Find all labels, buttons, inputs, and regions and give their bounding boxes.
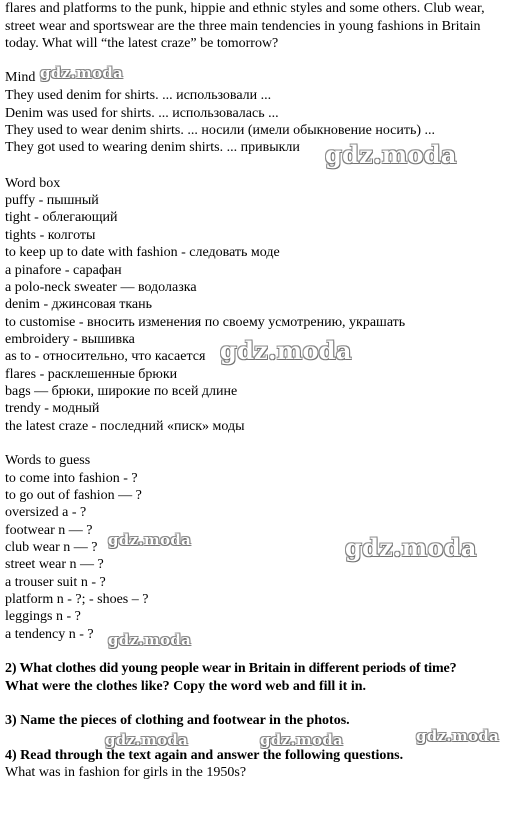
word-box-item: to keep up to date with fashion - следовать моде	[5, 245, 280, 260]
watermark-logo: gdz.moda	[345, 533, 477, 562]
word-box-item: bags — брюки, широкие по всей длине	[5, 384, 238, 399]
mind-line: They used to wear denim shirts. ... носили (имели обыкновение носить) ...	[5, 123, 436, 138]
word-box-item: embroidery - вышивка	[5, 332, 135, 347]
guess-item: club wear n — ?	[5, 540, 98, 555]
guess-item: oversized a - ?	[5, 505, 87, 520]
watermark-logo: gdz.moda	[260, 731, 344, 749]
watermark-logo: gdz.moda	[108, 531, 192, 549]
task-3: 3) Name the pieces of clothing and footwear in the photos.	[5, 713, 350, 728]
guess-item: footwear n — ?	[5, 523, 93, 538]
word-box-item: as to - относительно, что касается	[5, 349, 206, 364]
watermark-logo: gdz.moda	[108, 631, 192, 649]
word-box-item: flares - расклешенные брюки	[5, 367, 178, 382]
guess-item: to come into fashion - ?	[5, 471, 138, 486]
question-1: What was in fashion for girls in the 1950s?	[5, 765, 247, 780]
mind-line: They used denim for shirts. ... использовали ...	[5, 88, 272, 103]
task-4: 4) Read through the text again and answer the following questions.	[5, 748, 404, 763]
word-box-item: trendy - модный	[5, 401, 100, 416]
task-2-line-1: 2) What clothes did young people wear in Britain in different periods of time?	[5, 661, 457, 676]
words-to-guess-heading: Words to guess	[5, 453, 91, 468]
watermark-logo: gdz.moda	[416, 727, 500, 745]
guess-item: street wear n — ?	[5, 557, 104, 572]
watermark-logo: gdz.moda	[220, 336, 352, 365]
word-box-item: to customise - вносить изменения по своему усмотрению, украшать	[5, 315, 406, 330]
mind-line: They got used to wearing denim shirts. ... привыкли	[5, 140, 300, 155]
task-2-line-2: What were the clothes like? Copy the word web and fill it in.	[5, 679, 367, 694]
word-box-item: tights - колготы	[5, 228, 96, 243]
word-box-item: puffy - пышный	[5, 193, 99, 208]
word-box-item: the latest craze - последний «писк» моды	[5, 419, 245, 434]
guess-item: leggings n - ?	[5, 609, 81, 624]
word-box-heading: Word box	[5, 176, 61, 191]
guess-item: a trouser suit n - ?	[5, 575, 106, 590]
word-box-item: denim - джинсовая ткань	[5, 297, 153, 312]
guess-item: to go out of fashion — ?	[5, 488, 142, 503]
guess-item: platform n - ?; - shoes – ?	[5, 592, 149, 607]
mind-heading: Mind	[5, 70, 36, 85]
watermark-logo: gdz.moda	[325, 140, 457, 169]
watermark-logo: gdz.moda	[40, 64, 124, 82]
word-box-item: tight - облегающий	[5, 210, 118, 225]
word-box-item: a polo-neck sweater — водолазка	[5, 280, 197, 295]
watermark-logo: gdz.moda	[105, 731, 189, 749]
mind-line: Denim was used for shirts. ... использовалась ...	[5, 106, 279, 121]
guess-item: a tendency n - ?	[5, 627, 94, 642]
intro-paragraph: flares and platforms to the punk, hippie and ethnic styles and some others. Club wear, street wear and sportswear are the three main tendencies in young fashions in Britain today. What will “the latest craze” be tomorrow?	[5, 1, 485, 51]
word-box-item: a pinafore - сарафан	[5, 263, 122, 278]
